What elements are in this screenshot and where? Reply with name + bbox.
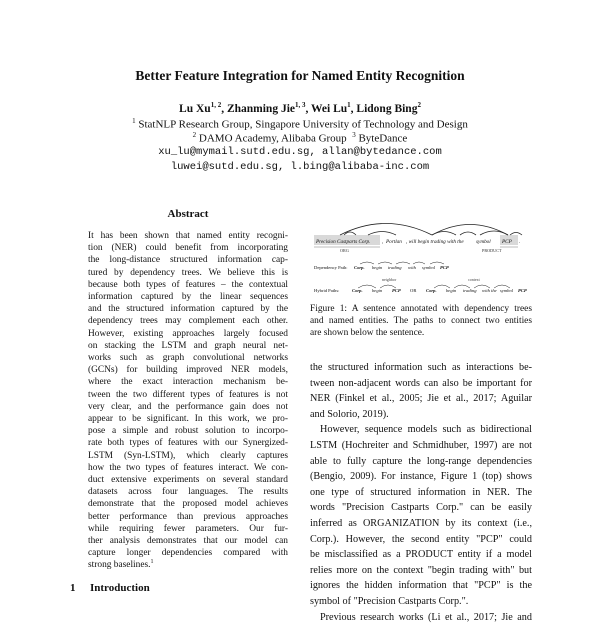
abstract-line: ther analysis demonstrates that our model can <box>88 535 288 547</box>
body-line: Corp.). However, the second entity "PCP" could <box>310 532 532 548</box>
path-token: PCP <box>440 265 449 270</box>
path-token: trading <box>463 288 477 293</box>
path-token: PCP <box>392 288 401 293</box>
sentence-token: symbol <box>476 239 491 245</box>
abstract-line: tion (NER) could benefit from incorporating <box>88 242 288 254</box>
author-affil-mark: 1, 3 <box>295 101 306 109</box>
abstract-body <box>88 230 288 572</box>
sentence-token: Precision Castparts Corp. <box>315 239 370 245</box>
dependency-path-row <box>314 265 449 270</box>
body-line: the structured information such as interactions be- <box>310 360 532 376</box>
body-line: Previous research works (Li et al., 2017; Jie and <box>310 610 532 625</box>
hybrid-path-row <box>314 288 527 293</box>
path-token: begin <box>446 288 457 293</box>
abstract-line: on stacking the LSTM and graph neural net- <box>88 340 288 352</box>
body-line: one type of structured information in NER. The <box>310 485 532 501</box>
abstract-line: while requiring fewer parameters. Our fur- <box>88 523 288 535</box>
caption-line: and named entities. The paths to connect two entities <box>310 315 532 327</box>
email-line: luwei@sutd.edu.sg, l.bing@alibaba-inc.com <box>0 161 600 173</box>
affiliation-text: StatNLP Research Group, Singapore University of Technology and Design <box>138 119 467 131</box>
introduction-heading <box>70 582 150 594</box>
abstract-line: how the two types of features interact. We con- <box>88 462 288 474</box>
hybrid-annotations <box>382 277 481 282</box>
abstract-line: datasets across four languages. The results <box>88 486 288 498</box>
context-label: context <box>468 277 481 282</box>
body-text <box>310 360 532 625</box>
abstract-line <box>88 559 288 571</box>
path-arc <box>396 262 410 264</box>
abstract-line: LSTM (Syn-LSTM), which clearly captures <box>88 450 288 462</box>
abstract-line: pose a simple and robust solution to incorpo- <box>88 425 288 437</box>
section-title: Introduction <box>90 582 150 594</box>
path-arc <box>378 262 392 264</box>
path-token: with <box>408 265 417 270</box>
author-affil-mark: 2 <box>417 101 421 109</box>
body-line: ignores the hidden information that "PCP" is the <box>310 578 532 594</box>
sentence-token: PCP <box>501 239 513 245</box>
abstract-line: rate both types of features with our Synergized- <box>88 437 288 449</box>
dependency-arc <box>480 231 508 235</box>
affiliation-text: DAMO Academy, Alibaba Group <box>199 133 347 145</box>
path-token: begin <box>372 265 383 270</box>
author-list: Lu Xu$^{1, 2}$, Zhanming Jie$^{1, 3}$, Wei Lu$^1$, Lidong Bing$^2$ <box>0 101 600 115</box>
abstract-line: tween the two different types of features is not <box>88 389 288 401</box>
sentence-token: . <box>519 239 520 245</box>
dependency-arc <box>510 233 522 236</box>
path-arc <box>413 262 425 264</box>
abstract-line: and the structured information captured by the <box>88 303 288 315</box>
dependency-arcs <box>340 224 522 236</box>
abstract-line: because both types of features – the contextual <box>88 279 288 291</box>
abstract-line: capture longer dependencies compared with <box>88 547 288 559</box>
body-line: able to fully capture the long-range dependencies <box>310 454 532 470</box>
path-token: symbol <box>422 265 436 270</box>
author-affil-mark: 1, 2 <box>211 101 222 109</box>
affiliation-line <box>0 131 600 145</box>
author-affil-mark: 1 <box>347 101 351 109</box>
abstract-line: very clear, and the performance gain does not <box>88 401 288 413</box>
dependency-figure <box>310 224 532 302</box>
figure-caption <box>310 303 532 340</box>
abstract-line: tured by dependency trees. We believe this is <box>88 267 288 279</box>
path-token: Corp. <box>426 288 437 293</box>
body-line: symbol of "Precision Castparts Corp.". <box>310 594 532 610</box>
abstract-line: duct extensive experiments on several standard <box>88 474 288 486</box>
abstract-line: works such as graph convolutional networks <box>88 352 288 364</box>
figure-sentence <box>315 239 520 245</box>
body-line: inferred as ORGANIZATION by its context (i.e., <box>310 516 532 532</box>
abstract-line: the long-distance structured information cap- <box>88 254 288 266</box>
body-line: be misclassified as a PRODUCT entity if a model <box>310 547 532 563</box>
affil-mark: 2 <box>193 131 197 139</box>
caption-line: are shown below the sentence. <box>310 327 532 339</box>
footnote-mark: 1 <box>151 559 154 565</box>
entity-tag-label: ORG <box>340 248 349 253</box>
body-line: tween non-adjacent words can also be important for <box>310 376 532 392</box>
path-token: trading <box>388 265 402 270</box>
author-name: Zhanming Jie <box>227 103 295 115</box>
affiliation-line <box>0 117 600 131</box>
body-line: (Bengio, 2009). For instance, Figure 1 (top) shows <box>310 469 532 485</box>
body-line: words "Precision Castparts Corp." can be easily <box>310 500 532 516</box>
path-token: begin <box>372 288 383 293</box>
path-token: symbol <box>500 288 514 293</box>
author-name: Lu Xu <box>179 103 211 115</box>
dependency-arc <box>432 225 508 236</box>
abstract-line: appear to be significant. In this work, we pro- <box>88 413 288 425</box>
abstract-line: dependency trees may complement each other. <box>88 315 288 327</box>
body-line: NER (Finkel et al., 2005; Jie et al., 2017; Aguilar <box>310 391 532 407</box>
sentence-token: , will begin trading with the <box>406 239 464 245</box>
path-token: Corp. <box>354 265 365 270</box>
affiliation-text: ByteDance <box>358 133 407 145</box>
path-label: Dependency Path: <box>314 265 348 270</box>
affil-mark: 1 <box>132 117 136 125</box>
dependency-arc <box>368 232 396 236</box>
body-line: relies more on the context "begin trading with" but <box>310 563 532 579</box>
entity-tag-label: PRODUCT <box>482 248 502 253</box>
path-token: with the <box>482 288 497 293</box>
dependency-arc <box>460 232 476 235</box>
path-label: Hybrid Paths: <box>314 288 339 293</box>
abstract-line-text: strong baselines. <box>88 560 151 570</box>
abstract-line: better performance than previous approaches <box>88 511 288 523</box>
body-line: and Solorio, 2019). <box>310 407 532 423</box>
body-line: LSTM (Hochreiter and Schmidhuber, 1997) are not <box>310 438 532 454</box>
entity-tags <box>314 247 518 253</box>
abstract-heading: Abstract <box>88 208 288 220</box>
paper-title: Better Feature Integration for Named Entity Recognition <box>0 68 600 84</box>
path-token: PCP <box>518 288 527 293</box>
abstract-line: It has been shown that named entity recogni- <box>88 230 288 242</box>
abstract-line: where the exact interaction mechanism be- <box>88 376 288 388</box>
path-token: Corp. <box>352 288 363 293</box>
author-name: Lidong Bing <box>356 103 417 115</box>
affil-mark: 3 <box>352 131 356 139</box>
sentence-token: Portlan <box>385 239 402 245</box>
abstract-line: (GCNs) for building improved NER models, <box>88 364 288 376</box>
abstract-line: information captured by the linear sequences <box>88 291 288 303</box>
sentence-token: , <box>382 239 383 245</box>
section-number: 1 <box>70 582 90 594</box>
abstract-line: demonstrate that the proposed model achieves <box>88 498 288 510</box>
dependency-path-arcs <box>360 262 444 264</box>
abstract-line: However, existing approaches largely focused <box>88 328 288 340</box>
body-line: However, sequence models such as bidirectional <box>310 422 532 438</box>
caption-line: Figure 1: A sentence annotated with dependency trees <box>310 303 532 315</box>
path-arc <box>360 262 374 264</box>
neighbor-label: neighbor <box>382 277 397 282</box>
author-name: Wei Lu <box>311 103 347 115</box>
path-arc <box>430 262 444 264</box>
hybrid-or: OR <box>410 288 417 293</box>
email-line: xu_lu@mymail.sutd.edu.sg, allan@bytedance.com <box>0 146 600 158</box>
figure-1 <box>310 224 532 302</box>
